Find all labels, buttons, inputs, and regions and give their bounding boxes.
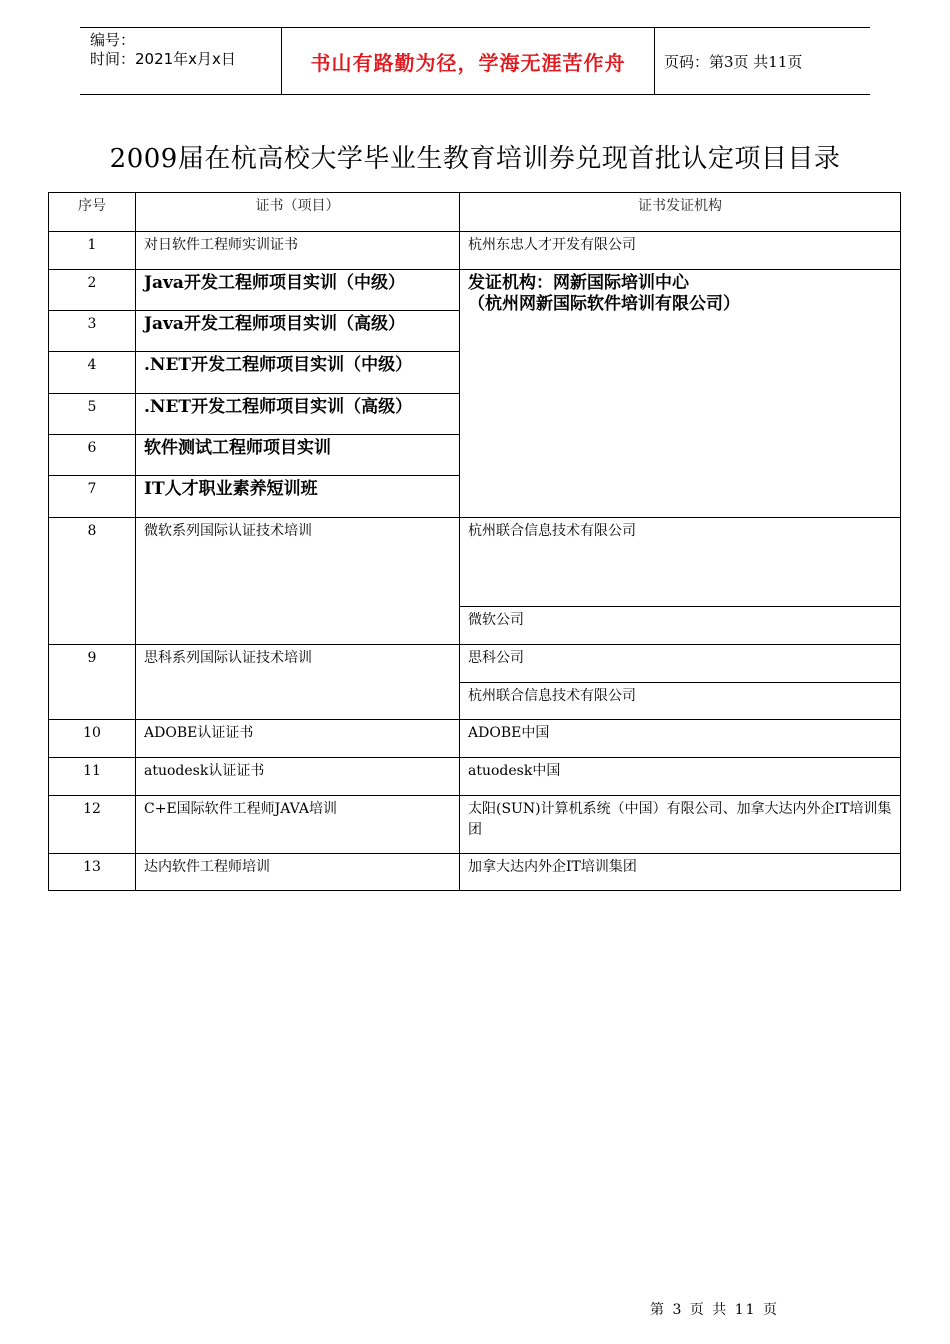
- row-issuer: 杭州东忠人才开发有限公司: [460, 232, 901, 270]
- page-footer: 第 3 页 共 11 页: [650, 1302, 779, 1318]
- page-header: [80, 27, 870, 95]
- project-table: [48, 192, 901, 891]
- table-row: [49, 232, 901, 270]
- row-certificate: IT人才职业素养短训班: [136, 476, 460, 518]
- row-certificate: .NET开发工程师项目实训（高级）: [136, 394, 460, 435]
- row-number: 9: [49, 645, 136, 720]
- row-number: 8: [49, 518, 136, 645]
- row-certificate: Java开发工程师项目实训（高级）: [136, 311, 460, 352]
- table-header-row: [49, 193, 901, 232]
- row-issuer: atuodesk中国: [460, 758, 901, 796]
- column-header-certificate: 证书（项目）: [136, 193, 460, 232]
- row-number: 4: [49, 352, 136, 394]
- table-row: [49, 518, 901, 607]
- table-row: [49, 720, 901, 758]
- row-issuer: 杭州联合信息技术有限公司: [460, 518, 901, 607]
- row-number: 7: [49, 476, 136, 518]
- row-certificate: 软件测试工程师项目实训: [136, 435, 460, 476]
- row-certificate: 对日软件工程师实训证书: [136, 232, 460, 270]
- row-certificate: .NET开发工程师项目实训（中级）: [136, 352, 460, 394]
- row-number: 1: [49, 232, 136, 270]
- row-certificate: C+E国际软件工程师JAVA培训: [136, 796, 460, 854]
- row-number: 3: [49, 311, 136, 352]
- table-row: [49, 270, 901, 311]
- table-row: [49, 645, 901, 683]
- table-row: [49, 796, 901, 854]
- row-issuer: 微软公司: [460, 607, 901, 645]
- row-certificate: 思科系列国际认证技术培训: [136, 645, 460, 720]
- header-motto: 书山有路勤为径，学海无涯苦作舟: [310, 50, 626, 75]
- doc-time-label: 时间：2021年x月x日: [90, 50, 236, 68]
- doc-number-label: 编号：: [90, 31, 136, 49]
- row-number: 12: [49, 796, 136, 854]
- row-issuer: 太阳(SUN)计算机系统（中国）有限公司、加拿大达内外企IT培训集团: [460, 796, 901, 854]
- row-number: 5: [49, 394, 136, 435]
- row-issuer: ADOBE中国: [460, 720, 901, 758]
- row-certificate: Java开发工程师项目实训（中级）: [136, 270, 460, 311]
- row-issuer: 杭州联合信息技术有限公司: [460, 683, 901, 720]
- table-row: [49, 854, 901, 891]
- table-row: [49, 758, 901, 796]
- row-certificate: 微软系列国际认证技术培训: [136, 518, 460, 645]
- row-issuer: 加拿大达内外企IT培训集团: [460, 854, 901, 891]
- header-divider: [654, 28, 655, 94]
- column-header-issuer: 证书发证机构: [460, 193, 901, 232]
- document-title: 2009届在杭高校大学毕业生教育培训券兑现首批认定项目目录: [109, 144, 841, 174]
- row-certificate: 达内软件工程师培训: [136, 854, 460, 891]
- header-page-label: 页码：第3页 共11页: [664, 52, 803, 71]
- merged-issuer-line: 发证机构：网新国际培训中心: [468, 273, 689, 293]
- row-issuer: 思科公司: [460, 645, 901, 683]
- column-header-number: 序号: [49, 193, 136, 232]
- merged-issuer-cell: [460, 270, 901, 518]
- row-certificate: atuodesk认证证书: [136, 758, 460, 796]
- merged-issuer-line: （杭州网新国际软件培训有限公司）: [468, 294, 740, 314]
- row-number: 11: [49, 758, 136, 796]
- row-number: 13: [49, 854, 136, 891]
- header-meta: [90, 31, 236, 69]
- row-certificate: ADOBE认证证书: [136, 720, 460, 758]
- row-number: 6: [49, 435, 136, 476]
- row-number: 10: [49, 720, 136, 758]
- row-number: 2: [49, 270, 136, 311]
